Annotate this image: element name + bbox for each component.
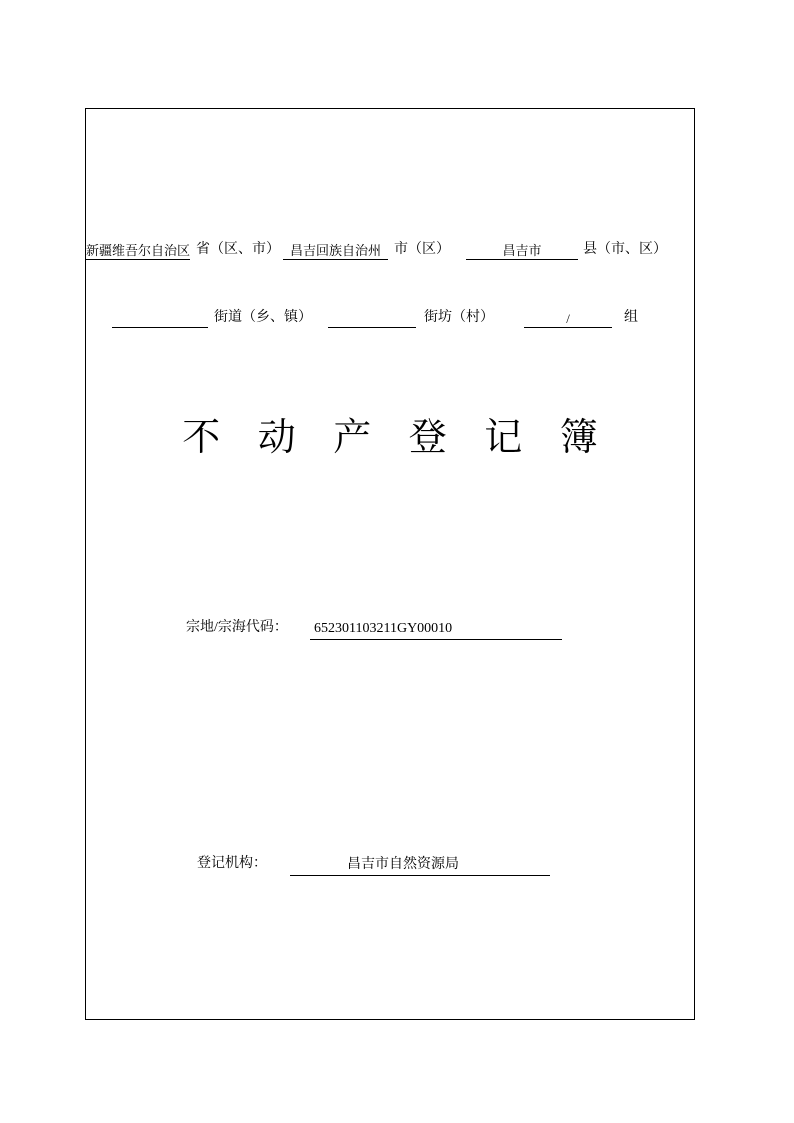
province-field[interactable]: 新疆维吾尔自治区 — [86, 244, 190, 261]
group-field[interactable]: / — [524, 311, 612, 328]
document-title: 不 动 产 登 记 簿 — [182, 417, 612, 459]
block-label: 街坊（村） — [424, 310, 494, 325]
administrative-division-row — [86, 214, 694, 260]
parcel-code-field[interactable]: 652301103211GY00010 — [310, 620, 562, 640]
street-label: 街道（乡、镇） — [214, 310, 312, 325]
city-label: 市（区） — [394, 242, 450, 257]
county-label: 县（市、区） — [583, 242, 667, 257]
province-label: 省（区、市） — [196, 242, 280, 257]
group-label: 组 — [624, 310, 638, 325]
county-field[interactable]: 昌吉市 — [466, 243, 578, 260]
registry-agency-field[interactable]: 昌吉市自然资源局 — [290, 856, 550, 876]
parcel-code-label: 宗地/宗海代码： — [186, 620, 288, 635]
registry-agency-label: 登记机构： — [197, 856, 267, 871]
street-field[interactable] — [112, 311, 208, 328]
city-field[interactable]: 昌吉回族自治州 — [283, 244, 388, 261]
street-division-row — [86, 296, 694, 328]
block-field[interactable] — [328, 311, 416, 328]
registry-agency-row — [197, 844, 617, 876]
parcel-code-row — [186, 608, 606, 640]
